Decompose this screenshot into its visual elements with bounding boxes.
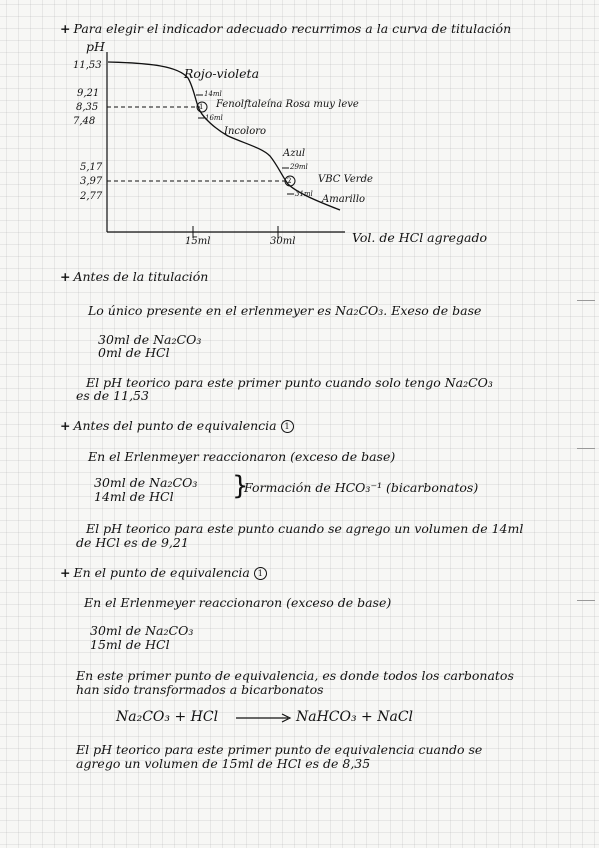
text-line: 30ml de Na₂CO₃ [94, 475, 198, 490]
text-line: El pH teorico para este punto cuando se agrego un volumen de 14ml [86, 521, 524, 536]
reaction-arrow [236, 712, 292, 724]
text-line: 30ml de Na₂CO₃ [90, 623, 194, 638]
text-line: agrego un volumen de 15ml de HCl es de 8,35 [76, 756, 371, 771]
equivalence-number: 1 [254, 567, 267, 580]
reaction-left: Na₂CO₃ + HCl [116, 709, 219, 725]
section-equivalence-heading [60, 566, 267, 580]
y-tick-label: 8,35 [76, 102, 99, 113]
text-line: En este primer punto de equivalencia, es donde todos los carbonatos [76, 668, 514, 683]
bullet: + [60, 21, 71, 36]
annotation-vbc-verde: VBC Verde [318, 174, 373, 185]
equivalence-number: 1 [281, 420, 294, 433]
annotation-16ml: 16ml [205, 114, 223, 122]
annotation-incoloro: Incoloro [224, 126, 267, 137]
y-tick-label: 11,53 [73, 60, 102, 71]
x-tick-label: 30ml [270, 236, 296, 247]
bullet: + [60, 269, 71, 284]
text-line: El pH teorico para este primer punto cuando solo tengo Na₂CO₃ [86, 375, 493, 390]
text-line: Formación de HCO₃⁻¹ (bicarbonatos) [244, 480, 479, 495]
bullet: + [60, 418, 71, 433]
section-before-titration-heading [60, 270, 208, 284]
annotation-14ml: 14ml [204, 90, 222, 98]
margin-mark [577, 448, 595, 449]
heading-text: Antes del punto de equivalencia [73, 418, 277, 433]
text-line: es de 11,53 [76, 388, 149, 403]
text-line: 30ml de Na₂CO₃ [98, 332, 202, 347]
text-line: El pH teorico para este primer punto de equivalencia cuando se [76, 742, 483, 757]
annotation-amarillo: Amarillo [322, 194, 366, 205]
brace: } [232, 471, 249, 501]
annotation-rojo-violeta: Rojo-violeta [184, 66, 260, 81]
text-line: Lo único presente en el erlenmeyer es Na₂CO₃. Exeso de base [88, 303, 482, 318]
text-line: de HCl es de 9,21 [76, 535, 189, 550]
heading-text: En el punto de equivalencia [73, 565, 250, 580]
y-tick-label: 3,97 [80, 176, 103, 187]
x-tick-label: 15ml [185, 236, 211, 247]
annotation-31ml: 31ml [295, 190, 313, 198]
heading-text: Antes de la titulación [73, 269, 209, 284]
section-before-equivalence-heading [60, 419, 294, 433]
annotation-eq1: 1 [199, 103, 204, 111]
text-line: En el Erlenmeyer reaccionaron (exceso de base) [84, 595, 392, 610]
text-line: 14ml de HCl [94, 489, 174, 504]
annotation-fenolftaleina: Fenolftaleína Rosa muy leve [216, 99, 359, 110]
reaction-right: NaHCO₃ + NaCl [296, 709, 414, 725]
y-axis-label: pH [86, 39, 105, 54]
annotation-eq2: 2 [287, 177, 292, 185]
annotation-azul: Azul [283, 148, 306, 159]
x-axis-label: Vol. de HCl agregado [352, 230, 487, 245]
text-line: En el Erlenmeyer reaccionaron (exceso de base) [88, 449, 396, 464]
margin-mark [577, 300, 595, 301]
text-line: 0ml de HCl [98, 345, 170, 360]
text-line: han sido transformados a bicarbonatos [76, 682, 324, 697]
y-tick-label: 7,48 [73, 116, 96, 127]
margin-mark [577, 600, 595, 601]
heading-text: Para elegir el indicador adecuado recurrimos a la curva de titulación [73, 21, 512, 36]
y-tick-label: 2,77 [80, 191, 103, 202]
bullet: + [60, 565, 71, 580]
text-line: 15ml de HCl [90, 637, 170, 652]
annotation-29ml: 29ml [290, 163, 308, 171]
y-tick-label: 9,21 [77, 88, 100, 99]
y-tick-label: 5,17 [80, 162, 103, 173]
